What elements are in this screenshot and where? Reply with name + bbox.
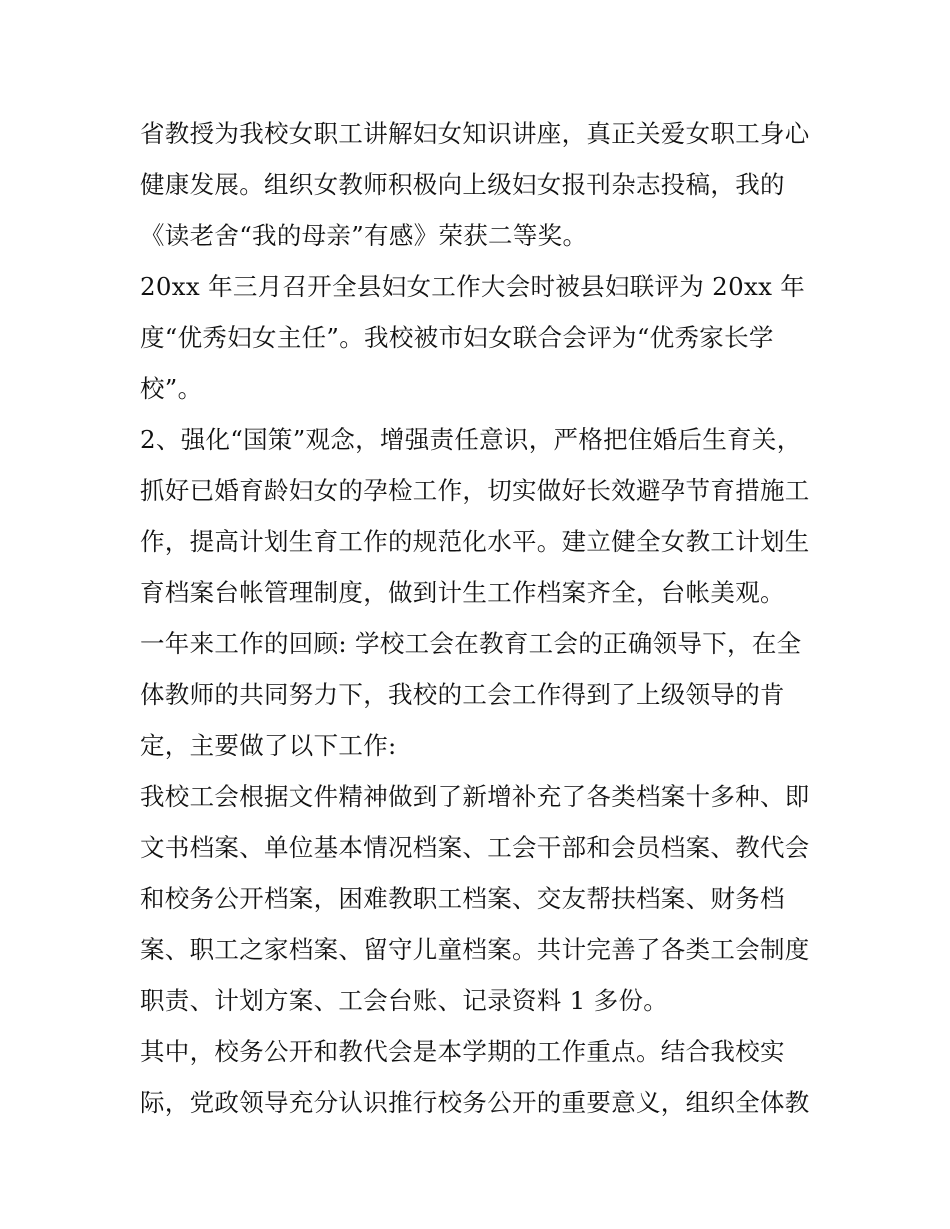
text-line: 一年来工作的回顾: 学校工会在教育工会的正确领导下，在全 bbox=[140, 629, 802, 658]
text-line: 文书档案、单位基本情况档案、工会干部和会员档案、教代会 bbox=[140, 833, 810, 862]
text-line: 20xx 年三月召开全县妇女工作大会时被县妇联评为 20xx 年 bbox=[140, 272, 806, 301]
text-line: 《读老舍“我的母亲”有感》荣获二等奖。 bbox=[140, 221, 588, 250]
text-line: 作，提高计划生育工作的规范化水平。建立健全女教工计划生 bbox=[140, 527, 810, 556]
text-line: 健康发展。组织女教师积极向上级妇女报刊杂志投稿，我的 bbox=[140, 170, 785, 199]
text-line: 案、职工之家档案、留守儿童档案。共计完善了各类工会制度 bbox=[140, 935, 810, 964]
text-line: 际，党政领导充分认识推行校务公开的重要意义，组织全体教 bbox=[140, 1088, 810, 1117]
text-line: 省教授为我校女职工讲解妇女知识讲座，真正关爱女职工身心 bbox=[140, 119, 810, 148]
text-line: 校”。 bbox=[140, 374, 203, 403]
text-line: 度“优秀妇女主任”。我校被市妇女联合会评为“优秀家长学 bbox=[140, 323, 774, 352]
text-line: 定，主要做了以下工作: bbox=[140, 731, 397, 760]
text-line: 其中，校务公开和教代会是本学期的工作重点。结合我校实 bbox=[140, 1037, 785, 1066]
text-line: 职责、计划方案、工会台账、记录资料 1 多份。 bbox=[140, 986, 669, 1015]
text-line: 抓好已婚育龄妇女的孕检工作，切实做好长效避孕节育措施工 bbox=[140, 476, 810, 505]
text-line: 和校务公开档案，困难教职工档案、交友帮扶档案、财务档 bbox=[140, 884, 785, 913]
text-line: 体教师的共同努力下，我校的工会工作得到了上级领导的肯 bbox=[140, 680, 785, 709]
text-line: 我校工会根据文件精神做到了新增补充了各类档案十多种、即 bbox=[140, 782, 810, 811]
document-body bbox=[140, 108, 820, 1128]
text-line: 育档案台帐管理制度，做到计生工作档案齐全，台帐美观。 bbox=[140, 578, 785, 607]
text-line: 2、强化“国策”观念，增强责任意识，严格把住婚后生育关， bbox=[140, 425, 802, 454]
